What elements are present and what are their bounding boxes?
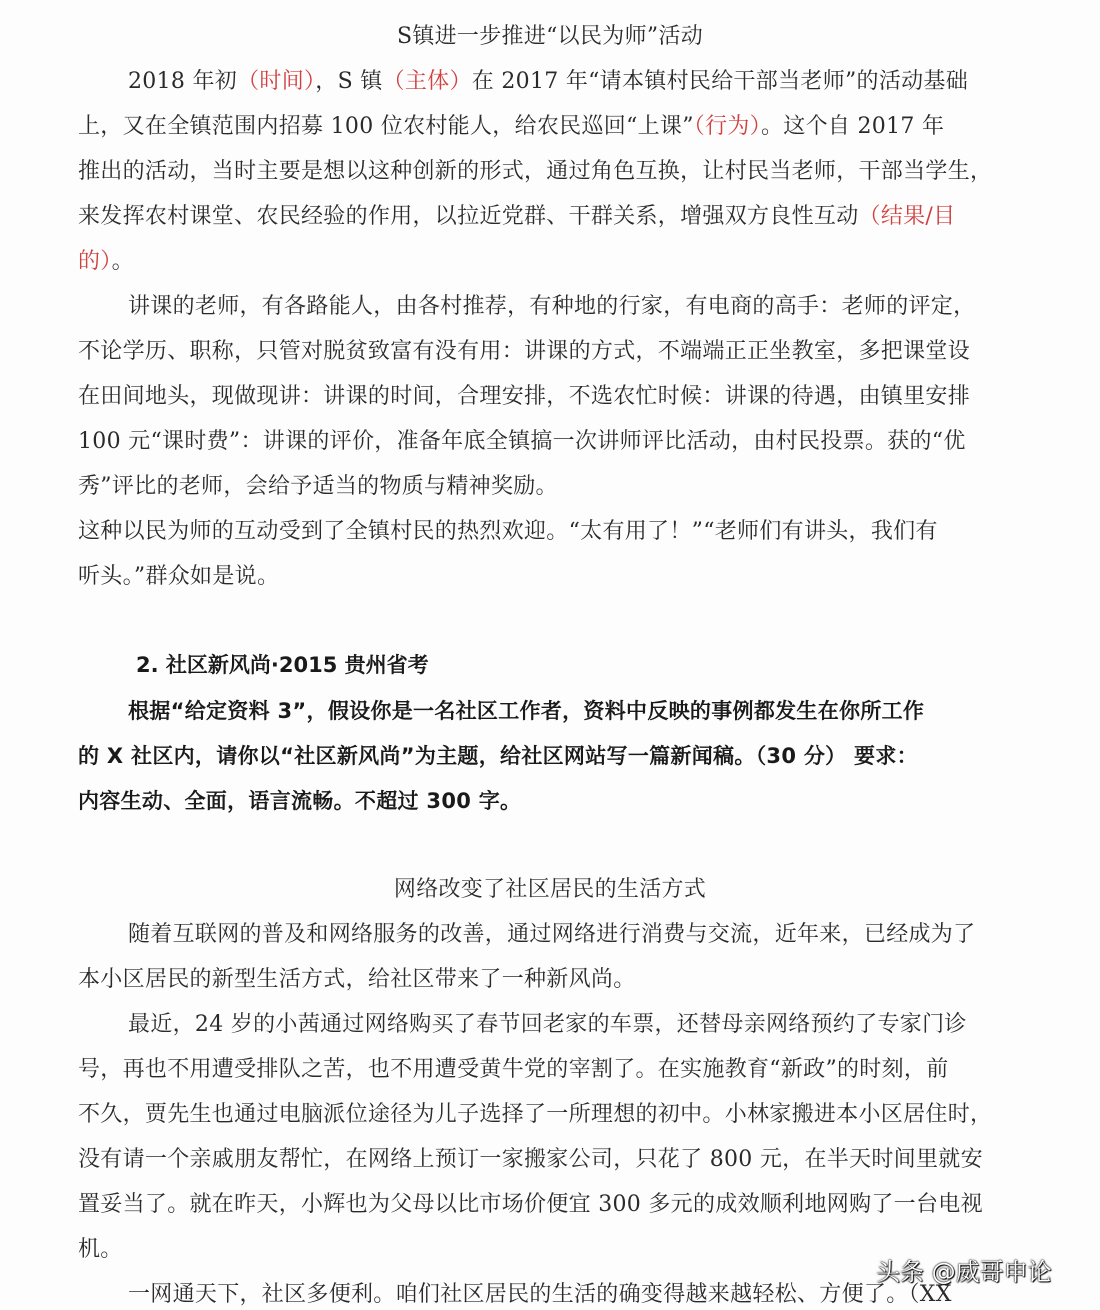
section1-p1-line2 [78,112,1072,142]
section1-p1-line5 [78,247,1072,277]
article-p2-line4: 没有请一个亲戚朋友帮忙，在网络上预订一家搬家公司，只花了 800 元，在半天时间里就安 [78,1147,983,1172]
article-title: 网络改变了社区居民的生活方式 [393,877,707,902]
section1-p1-line4 [78,202,1072,232]
section1-p2-line3: 在田间地头，现做现讲：讲课的时间，合理安排，不选农忙时候：讲课的待遇，由镇里安排 [78,384,971,409]
text: 在 2017 年“请本镇村民给干部当老师”的活动基础 [471,69,969,94]
text: 上，又在全镇范围内招募 100 位农村能人，给农民巡回“上课” [78,114,694,139]
section2-prompt-line2: 的 X 社区内，请你以“社区新风尚”为主题，给社区网站写一篇新闻稿。（30 分） 要求： [78,744,918,768]
text: 。这个自 2017 年 [760,114,945,139]
section1-p2-line5: 秀”评比的老师，会给予适当的物质与精神奖励。 [78,474,558,499]
section1-p2-line1: 讲课的老师，有各路能人，由各村推荐，有种地的行家，有电商的高手：老师的评定， [128,294,976,319]
annotation-time: （时间） [237,69,316,94]
article-p3-line1: 一网通天下，社区多便利。咱们社区居民的生活的确变得越来越轻松、方便了。（XX [128,1282,952,1307]
section1-title: S镇进一步推进“以民为师”活动 [396,24,704,49]
article-p2-line3: 不久，贾先生也通过电脑派位途径为儿子选择了一所理想的初中。小林家搬进本小区居住时， [78,1102,993,1127]
section1-p3-line1: 这种以民为师的互动受到了全镇村民的热烈欢迎。“太有用了！”“老师们有讲头，我们有 [78,519,938,544]
section1-p3-line2: 听头。”群众如是说。 [78,564,280,589]
section2-heading: 2. 社区新风尚·2015 贵州省考 [136,653,429,677]
annotation-result: （结果/目 [858,204,956,229]
text: 来发挥农村课堂、农民经验的作用，以拉近党群、干群关系，增强双方良性互动 [78,204,859,229]
section2-prompt-line3: 内容生动、全面，语言流畅。不超过 300 字。 [78,789,522,813]
watermark: 头条 @威哥申论 [876,1258,1052,1286]
article-p1-line2: 本小区居民的新型生活方式，给社区带来了一种新风尚。 [78,967,636,992]
article-p1-line1: 随着互联网的普及和网络服务的改善，通过网络进行消费与交流，近年来，已经成为了 [128,922,976,947]
section2-prompt-line1: 根据“给定资料 3”，假设你是一名社区工作者，资料中反映的事例都发生在你所工作 [128,699,925,723]
annotation-action: （行为） [693,114,761,139]
text: 。 [111,249,134,274]
annotation-subject: （主体） [382,69,472,94]
article-p2-line2: 号，再也不用遭受排队之苦，也不用遭受黄牛党的宰割了。在实施教育“新政”的时刻，前 [78,1057,949,1082]
article-p2-line6: 机。 [78,1237,123,1262]
section1-p2-line2: 不论学历、职称，只管对脱贫致富有没有用：讲课的方式，不端端正正坐教室，多把课堂设 [78,339,971,364]
article-p2-line5: 置妥当了。就在昨天，小辉也为父母以比市场价便宜 300 多元的成效顺利地网购了一台电视 [78,1192,983,1217]
section1-p1-line3: 推出的活动，当时主要是想以这种创新的形式，通过角色互换，让村民当老师，干部当学生， [78,159,993,184]
section1-p1-line1 [128,67,1072,97]
annotation-result-end: 的） [78,249,112,274]
text: 2018 年初 [128,69,238,94]
article-p2-line1: 最近，24 岁的小茜通过网络购买了春节回老家的车票，还替母亲网络预约了专家门诊 [128,1012,967,1037]
text: ，S 镇 [315,69,383,94]
section1-p2-line4: 100 元“课时费”：讲课的评价，准备年底全镇搞一次讲师评比活动，由村民投票。获的“优 [78,429,966,454]
